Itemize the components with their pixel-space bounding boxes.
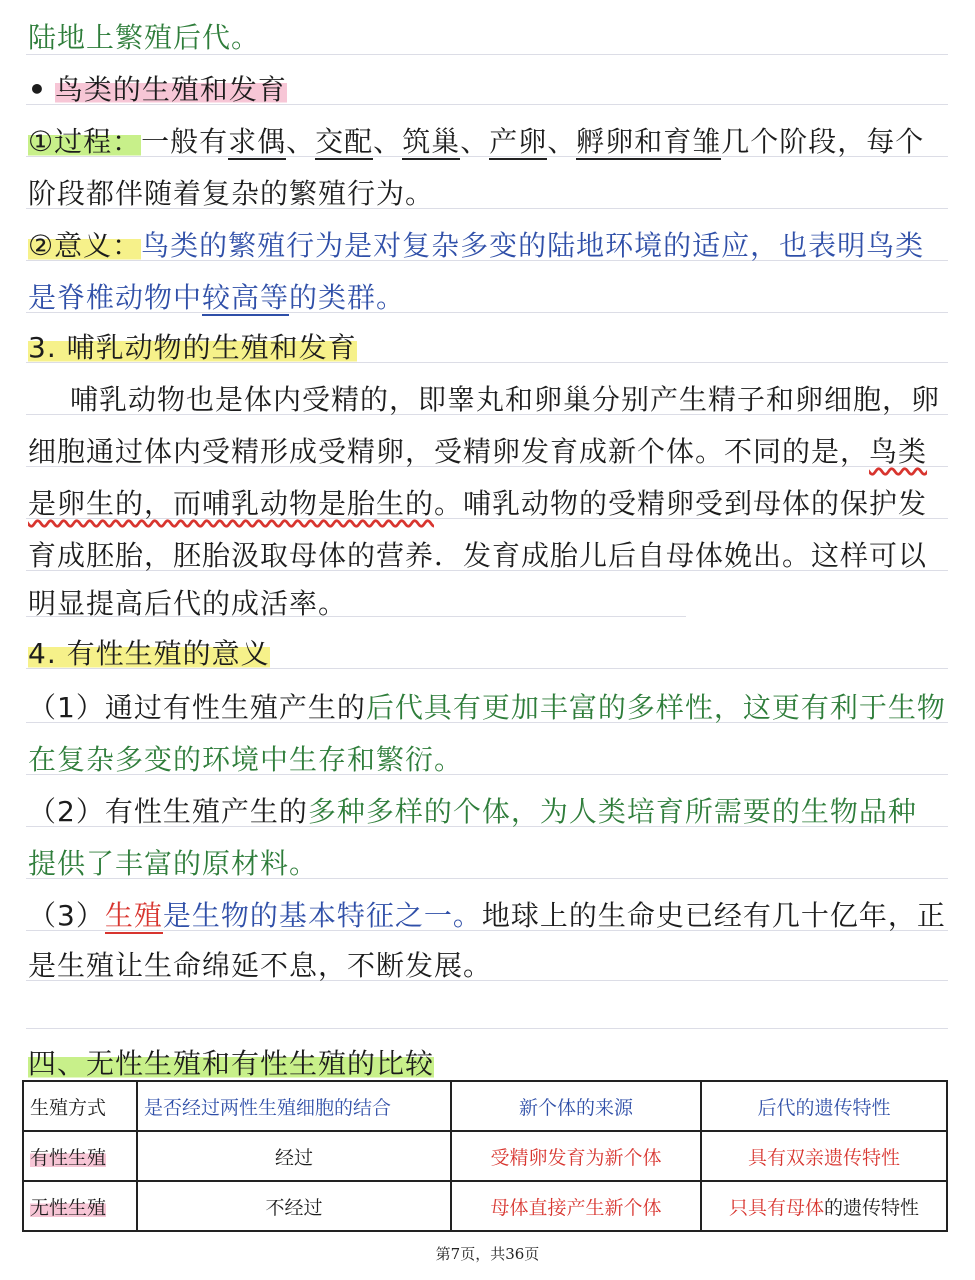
notebook-rule [26,1028,948,1029]
text-line: 哺乳动物也是体内受精的，即睾丸和卵巢分别产生精子和卵细胞，卵 [70,383,941,416]
text-line [28,432,927,472]
table-cell: 具有双亲遗传特性 [701,1131,947,1181]
label: ②意义： [28,229,142,262]
table-cell: 后代的遗传特性 [701,1081,947,1131]
section-heading-mammals [28,328,357,368]
text-line [28,122,924,162]
text-line: 育成胚胎，胚胎汲取母体的营养．发育成胎儿后自母体娩出。这样可以 [28,539,928,572]
text-line: 是生殖让生命绵延不息，不断发展。 [28,949,493,982]
text-line [28,688,946,728]
table-cell: 母体直接产生新个体 [451,1181,701,1231]
text-line: 在复杂多变的环境中生存和繁衍。 [28,743,464,776]
text-line [28,226,924,266]
text: 是脊椎动物中 [28,281,203,314]
table-cell: 是否经过两性生殖细胞的结合 [137,1081,451,1131]
table-cell: 新个体的来源 [451,1081,701,1131]
underlined-text: 筑巢 [402,125,461,158]
section-heading-birds [28,70,287,110]
heading-text: 四、无性生殖和有性生殖的比较 [28,1047,435,1080]
text: （1）通过有性生殖产生的 [28,691,366,724]
underlined-text: 求偶 [228,125,287,158]
table-cell [23,1181,137,1231]
label: ①过程： [28,125,142,158]
heading-text: 4. 有性生殖的意义 [28,637,270,670]
text: 地球上的生命史已经有几十亿年，正 [481,899,946,932]
text: 后代具有更加丰富的多样性，这更有利于生物 [365,691,946,724]
text: （2）有性生殖产生的 [28,795,308,828]
text: 细胞通过体内受精形成受精卵，受精卵发育成新个体。不同的是， [28,435,870,468]
text-line [28,896,946,936]
table-cell: 生殖方式 [23,1081,137,1131]
cell-text: 的遗传特性 [824,1196,920,1219]
wavy-underlined-text: 是卵生的，而哺乳动物是胎生的 [28,487,435,520]
text: 几个阶段，每个 [721,125,925,158]
text: 、 [460,125,490,158]
table-cell: 不经过 [137,1181,451,1231]
underlined-text: 产卵 [489,125,548,158]
cell-text: 有性生殖 [30,1146,107,1169]
cell-text: 无性生殖 [30,1196,107,1219]
text-line: 明显提高后代的成活率。 [28,587,348,620]
table-row [23,1131,947,1181]
underlined-text: 交配 [315,125,374,158]
text: 多种多样的个体，为人类培育所需要的生物品种 [307,795,917,828]
text-line: 提供了丰富的原材料。 [28,847,319,880]
text: 的类群。 [289,281,406,314]
text: 是生物的基本特征之一。 [162,899,482,932]
table-cell [701,1181,947,1231]
section-heading-comparison [28,1044,434,1084]
bullet-icon: • [28,73,47,106]
text-line [28,792,917,832]
text: （3） [28,899,105,932]
underlined-text: 生殖 [104,899,163,932]
comparison-table [22,1080,948,1232]
table-row [23,1181,947,1231]
text: 、 [373,125,403,158]
wavy-underlined-text: 鸟类 [869,435,928,468]
table-header-row [23,1081,947,1131]
text: 、 [547,125,577,158]
table-cell: 经过 [137,1131,451,1181]
text: 、 [286,125,316,158]
text: 。哺乳动物的受精卵受到母体的保护发 [434,487,928,520]
underlined-text: 较高等 [202,281,290,314]
text: 一般有 [141,125,229,158]
heading-text: 鸟类的生殖和发育 [54,73,287,106]
cell-text: 只具有母体 [728,1196,824,1219]
underlined-text: 孵卵和育雏 [576,125,722,158]
text-line: 阶段都伴随着复杂的繁殖行为。 [28,177,435,210]
text-line [28,484,927,524]
table-cell [23,1131,137,1181]
heading-text: 3. 哺乳动物的生殖和发育 [28,331,357,364]
text-line: 陆地上繁殖后代。 [28,21,261,54]
section-heading-sexual-reproduction [28,634,270,674]
page-number: 第7页，共36页 [435,1245,540,1263]
text: 鸟类的繁殖行为是对复杂多变的陆地环境的适应，也表明鸟类 [141,229,925,262]
text-line [28,278,405,318]
table-cell: 受精卵发育为新个体 [451,1131,701,1181]
